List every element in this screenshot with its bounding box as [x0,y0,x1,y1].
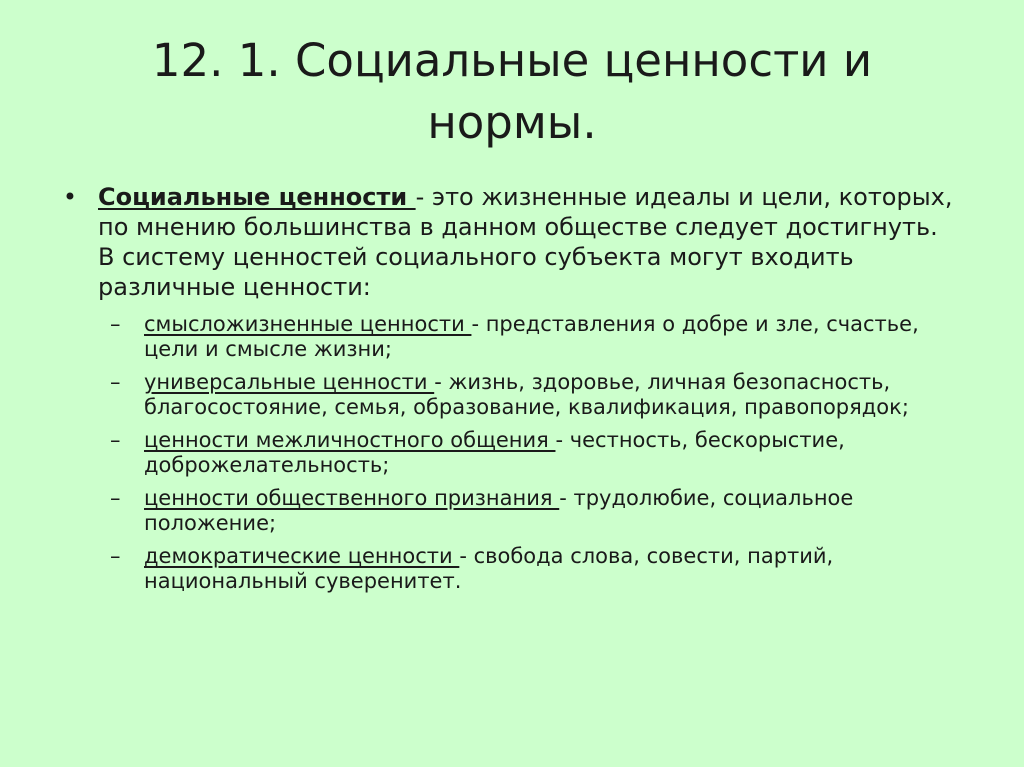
sub-term: ценности межличностного общения [144,428,556,452]
sub-term: демократические ценности [144,544,460,568]
sub-term: смысложизненные ценности [144,312,472,336]
sub-definition: - жизнь, здоровье, личная безопасность, благосостояние, семья, образование, квалификация, правопорядок; [144,370,909,419]
slide-content [60,182,960,602]
sub-term: ценности общественного признания [144,486,560,510]
dash-marker: – [110,486,121,510]
bullet-marker: • [62,183,78,211]
main-term: Социальные ценности [98,183,416,211]
sub-term: универсальные ценности [144,370,435,394]
dash-marker: – [110,312,121,336]
sub-item-interpersonal [60,428,960,478]
sub-item-public-recognition [60,486,960,536]
sub-definition: - честность, бескорыстие, доброжелательность; [144,428,845,477]
slide-title: 12. 1. Социальные ценности и нормы. [151,34,873,149]
sub-list [60,312,960,594]
sub-item-universal [60,370,960,420]
sub-item-democratic [60,544,960,594]
dash-marker: – [110,428,121,452]
sub-definition: - представления о добре и зле, счастье, цели и смысле жизни; [144,312,919,361]
sub-definition: - трудолюбие, социальное положение; [144,486,854,535]
dash-marker: – [110,544,121,568]
dash-marker: – [110,370,121,394]
sub-item-meaning-of-life [60,312,960,362]
sub-definition: - свобода слова, совести, партий, национальный суверенитет. [144,544,834,593]
main-bullet-item [60,182,960,302]
main-definition: - это жизненные идеалы и цели, которых, по мнению большинства в данном обществе следует достигнуть. В систему ценностей социального субъекта могут входить различные ценности: [98,183,953,301]
